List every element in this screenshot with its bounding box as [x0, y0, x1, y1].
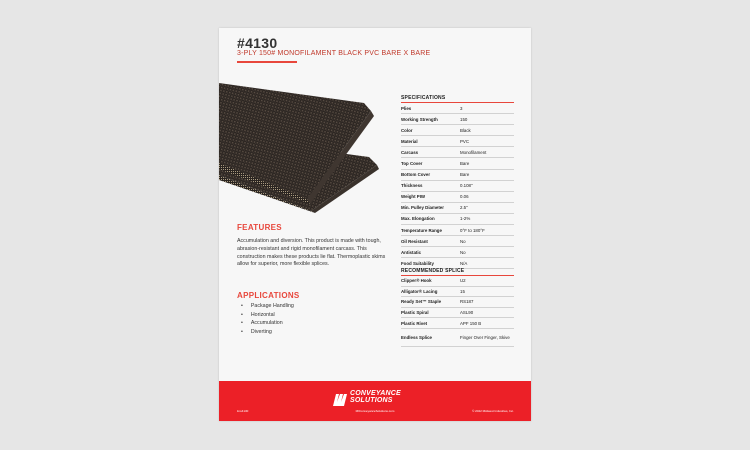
table-row [401, 213, 514, 224]
splice-value: APF 150 B [460, 318, 514, 329]
table-row [401, 202, 514, 213]
spec-label: Food Suitability [401, 258, 460, 269]
splice-value: ASL90 [460, 307, 514, 318]
splice-label: Endless Splice [401, 328, 460, 346]
spec-label: Plies [401, 103, 460, 114]
spec-value: 3 [460, 103, 514, 114]
spec-label: Max. Elongation [401, 213, 460, 224]
splice-label: Plastic Rivet [401, 318, 460, 329]
specifications-heading: SPECIFICATIONS [401, 95, 446, 101]
spec-label: Carcass [401, 147, 460, 158]
spec-value: 1-2% [460, 213, 514, 224]
table-row [401, 276, 514, 286]
table-row [401, 307, 514, 318]
splice-heading: RECOMMENDED SPLICE [401, 268, 465, 274]
spec-label: Min. Pulley Diameter [401, 202, 460, 213]
spec-value: Monofilament [460, 147, 514, 158]
list-item: • Package Handling [241, 302, 294, 311]
table-row [401, 318, 514, 329]
features-heading: FEATURES [237, 223, 282, 232]
table-row [401, 136, 514, 147]
splice-value: 15 [460, 286, 514, 297]
table-row [401, 114, 514, 125]
applications-list [241, 302, 294, 336]
footer-bar [219, 381, 531, 421]
spec-value: 0.06 [460, 191, 514, 202]
table-row [401, 147, 514, 158]
spec-value: 0.108" [460, 180, 514, 191]
spec-value: No [460, 236, 514, 247]
splice-label: Ready Set™ Staple [401, 297, 460, 308]
spec-label: Bottom Cover [401, 169, 460, 180]
list-item: • Horizontal [241, 311, 294, 320]
spec-value: 150 [460, 114, 514, 125]
table-row [401, 180, 514, 191]
table-row [401, 169, 514, 180]
logo-wordmark [350, 390, 401, 404]
title-divider [237, 61, 297, 63]
product-subtitle: 3-PLY 150# MONOFILAMENT BLACK PVC BARE X BARE [237, 50, 431, 57]
logo-mark-icon [332, 390, 350, 408]
table-row [401, 328, 514, 346]
spec-label: Top Cover [401, 158, 460, 169]
features-description: Accumulation and diversion. This product is made with tough, abrasion-resistant and rigid monofilament carcass. This construction makes these products lie flat. Thermoplastic skims allow for superior, more flexible splices. [237, 238, 386, 268]
table-row [401, 225, 514, 236]
spec-label: Oil Resistant [401, 236, 460, 247]
spec-value: No [460, 247, 514, 258]
table-row [401, 158, 514, 169]
splice-value: RS187 [460, 297, 514, 308]
product-title: #4130 [237, 35, 278, 51]
website-url[interactable]: MIConveyanceSolutions.com [355, 409, 395, 413]
list-item: • Accumulation [241, 319, 294, 328]
splice-value: Finger Over Finger, Skive [460, 328, 514, 346]
logo-line-2: SOLUTIONS [350, 397, 393, 404]
spec-label: Color [401, 125, 460, 136]
table-row [401, 103, 514, 114]
spec-value: Bare [460, 169, 514, 180]
splice-label: Plastic Spiral [401, 307, 460, 318]
belt-product-image [219, 83, 379, 213]
splice-label: Clipper® Hook [401, 276, 460, 286]
table-row [401, 191, 514, 202]
spec-value: PVC [460, 136, 514, 147]
logo-line-1: CONVEYANCE [350, 390, 401, 397]
splice-table [401, 276, 514, 347]
document-code: lms4130 [237, 409, 249, 413]
table-row [401, 125, 514, 136]
table-row [401, 247, 514, 258]
splice-label: Alligator® Lacing [401, 286, 460, 297]
spec-label: Temperature Range [401, 225, 460, 236]
splice-value: U2 [460, 276, 514, 286]
applications-heading: APPLICATIONS [237, 291, 300, 300]
table-row [401, 286, 514, 297]
spec-label: Thickness [401, 180, 460, 191]
specifications-table [401, 103, 514, 269]
spec-label: Working Strength [401, 114, 460, 125]
spec-label: Material [401, 136, 460, 147]
company-logo [332, 390, 418, 408]
table-row [401, 236, 514, 247]
spec-value: 2.5" [460, 202, 514, 213]
spec-label: Weight PIW [401, 191, 460, 202]
table-row [401, 297, 514, 308]
spec-value: N/A [460, 258, 514, 269]
spec-value: Black [460, 125, 514, 136]
spec-value: Bare [460, 158, 514, 169]
spec-label: Antistatic [401, 247, 460, 258]
spec-value: 0°F to 180°F [460, 225, 514, 236]
list-item: • Diverting [241, 328, 294, 337]
copyright-text: © 2022 Midwest Industries, Inc. [472, 409, 514, 413]
product-datasheet [219, 28, 531, 421]
